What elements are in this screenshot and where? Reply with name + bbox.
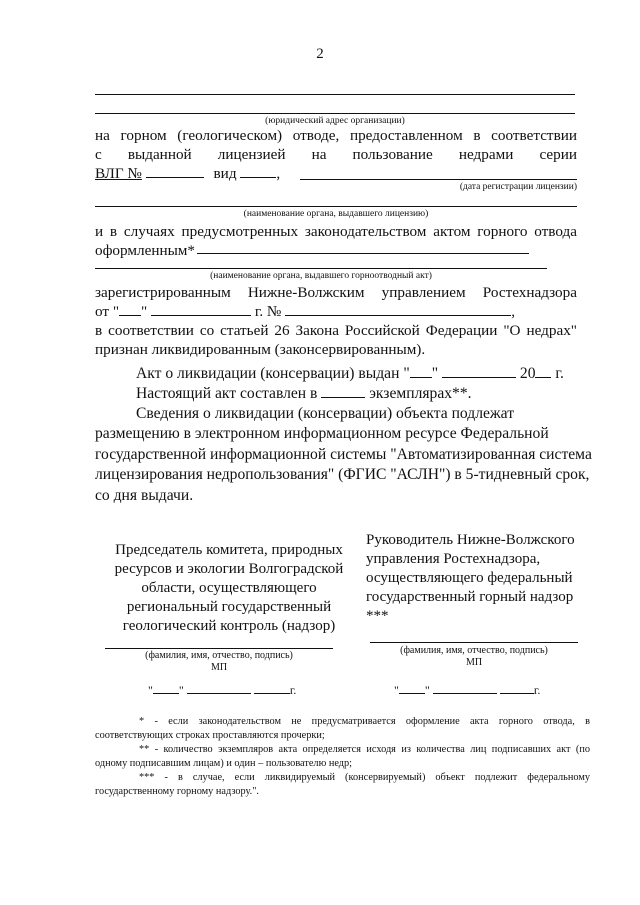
blank-line-address-1	[95, 94, 575, 95]
text-line-4: и в случаях предусмотренных законодательством актом горного отвода	[95, 223, 577, 240]
date-month-blank-right	[433, 684, 497, 694]
quote: "	[431, 365, 439, 382]
quote: "	[394, 683, 399, 697]
info-paragraph: размещению в электронном информационном ресурсе Федеральной государственной информационной системы "Автоматизированная система лицензирования недропользования" (ФГИС "АСЛН") в 5-тидневный срок, со дня выдачи.	[95, 425, 592, 504]
comma: ,	[511, 303, 516, 320]
date-day-blank-right	[399, 684, 425, 694]
date-row-right	[394, 683, 540, 698]
act-day-blank	[410, 364, 432, 378]
word: Ростехнадзора	[482, 284, 577, 301]
signature-line-right	[370, 642, 578, 643]
formalized-label: оформленным*	[95, 242, 195, 259]
footnote-1: * - если законодательством не предусматривается оформление акта горного отвода, в соответствующих строках проставляются прочерки;	[95, 716, 590, 741]
caption-issuing-body: (наименование органа, выдавшего лицензию)	[243, 209, 429, 219]
footnote-3: *** - в случае, если ликвидируемый (консервируемый) объект подлежит федеральному государственному горному надзору.".	[95, 772, 590, 797]
text-line-6	[95, 283, 577, 302]
month-blank	[151, 302, 251, 316]
word: управлением	[381, 284, 466, 301]
series-label: ВЛГ №	[95, 165, 142, 182]
footnote-2: ** - количество экземпляров акта определяется исходя из количества лиц подписавших акт (по одному подписавшим лицам) и один – пользователю недр;	[95, 744, 590, 769]
year-suffix: г.	[289, 683, 297, 697]
signature-line-left	[105, 648, 333, 649]
blank-line-issuing-body	[95, 206, 577, 207]
name-caption-right: (фамилия, имя, отчество, подпись)	[400, 645, 548, 656]
year-number-label: г. №	[254, 303, 282, 320]
date-month-blank-left	[187, 684, 251, 694]
word: серии	[539, 146, 577, 163]
quote: "	[148, 683, 153, 697]
act-month-blank	[442, 364, 516, 378]
caption-legal-address: (юридический адрес организации)	[265, 116, 405, 126]
blank-line-mining-act	[197, 253, 529, 254]
date-day-blank-left	[153, 684, 179, 694]
from-label: от "	[95, 303, 120, 320]
word: недрами	[458, 146, 514, 163]
copies-count-blank	[321, 384, 365, 398]
type-label: вид	[213, 165, 237, 182]
text-line-9: признан ликвидированным (законсервированным).	[95, 341, 426, 358]
act-issued-line	[136, 364, 564, 383]
caption-mining-act-body: (наименование органа, выдавшего горноотводный акт)	[210, 271, 432, 281]
seal-left: МП	[210, 662, 228, 673]
comma: ,	[276, 165, 281, 182]
word: Нижне-Волжским	[247, 284, 365, 301]
text-line-7	[95, 302, 515, 321]
day-blank	[119, 302, 141, 316]
info-paragraph-first-line: Сведения о ликвидации (консервации) объекта подлежат	[136, 405, 515, 422]
seal-right: МП	[465, 657, 483, 668]
quote: "	[141, 303, 148, 320]
date-year-blank-left	[254, 684, 290, 694]
text-line-2	[95, 145, 577, 164]
copies-suffix: экземплярах**.	[369, 385, 472, 402]
act-year-blank	[535, 364, 551, 378]
signature-left-title: Председатель комитета, природных ресурсов и экологии Волгоградской области, осуществляющего региональный государственный геологический контроль (надзор)	[114, 542, 344, 634]
word: лицензией	[217, 146, 286, 163]
text-line-8: в соответствии со статьей 26 Закона Российской Федерации "О недрах"	[95, 322, 577, 339]
year-suffix: г.	[555, 365, 564, 382]
blank-line-mining-act-body	[95, 268, 547, 269]
page-number: 2	[316, 46, 324, 62]
word: с	[95, 146, 102, 163]
year-suffix: г.	[533, 683, 541, 697]
word: выданной	[127, 146, 192, 163]
quote: "	[178, 683, 184, 697]
license-type-blank	[240, 164, 276, 178]
date-row-left	[148, 683, 296, 698]
act-issued-label: Акт о ликвидации (консервации) выдан "	[136, 365, 410, 382]
name-caption-left: (фамилия, имя, отчество, подпись)	[145, 650, 293, 661]
century-label: 20	[519, 365, 536, 382]
license-date-blank	[300, 179, 577, 180]
text-line-3	[95, 164, 280, 183]
word: на	[311, 146, 327, 163]
license-number-blank	[146, 164, 204, 178]
word: зарегистрированным	[95, 284, 231, 301]
caption-license-date: (дата регистрации лицензии)	[459, 182, 577, 192]
text-line-1: на горном (геологическом) отводе, предоставленном в соответствии	[95, 127, 577, 144]
quote: "	[424, 683, 430, 697]
copies-line	[136, 384, 472, 403]
copies-label: Настоящий акт составлен в	[136, 385, 318, 402]
signature-right-title: Руководитель Нижне-Волжского управления Ростехнадзора, осуществляющего федеральный государственный горный надзор ***	[366, 532, 575, 624]
blank-line-address-2	[95, 113, 575, 114]
word: пользование	[352, 146, 433, 163]
text-line-5	[95, 241, 195, 260]
registration-number-blank	[285, 302, 511, 316]
date-year-blank-right	[500, 684, 534, 694]
